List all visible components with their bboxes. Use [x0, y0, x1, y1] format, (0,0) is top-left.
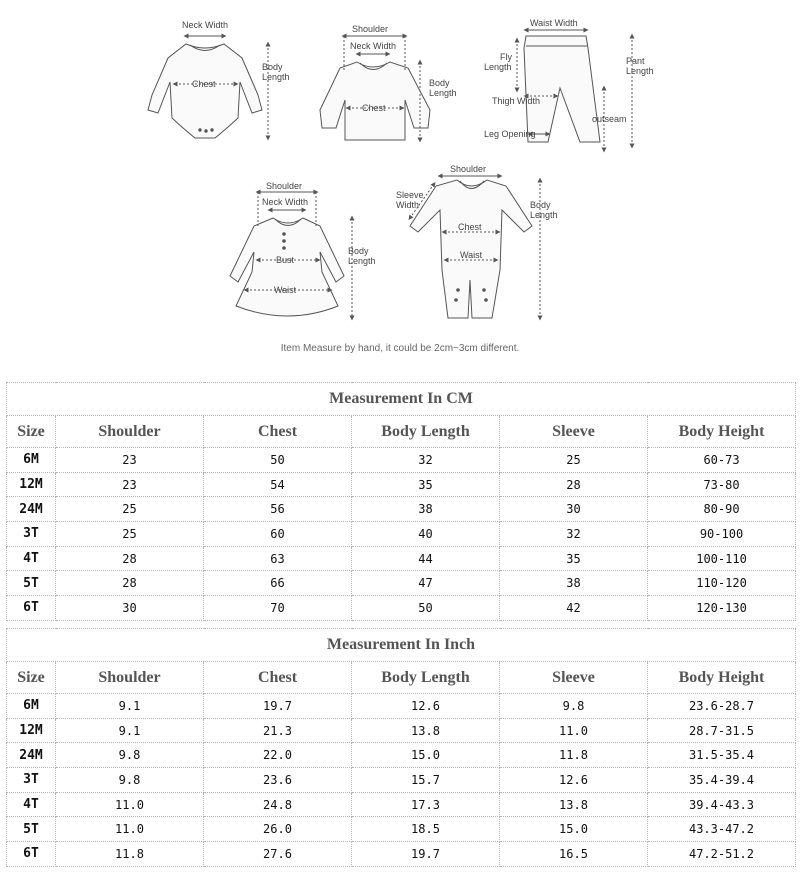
size-cell: 3T	[7, 768, 56, 793]
measure-note: Item Measure by hand, it could be 2cm~3cm different.	[280, 343, 520, 354]
dress-neck-label: Neck Width	[262, 197, 309, 207]
shoulder-cell: 28	[56, 546, 204, 571]
size-cell: 6M	[7, 448, 56, 473]
body-height-cell: 31.5-35.4	[648, 743, 796, 768]
shirt-length-label: Length	[429, 88, 457, 98]
header-body-length: Body Length	[352, 662, 500, 694]
size-cell: 12M	[7, 472, 56, 497]
measurement-diagram	[0, 0, 800, 370]
dress-waist-label: Waist	[274, 285, 297, 295]
header-body-length: Body Length	[352, 416, 500, 448]
shirt-shoulder-label: Shoulder	[352, 24, 389, 34]
table-row	[7, 472, 796, 497]
sleeve-cell: 12.6	[500, 768, 648, 793]
chest-cell: 66	[204, 571, 352, 596]
header-size: Size	[7, 662, 56, 694]
body-length-cell: 35	[352, 472, 500, 497]
header-sleeve: Sleeve	[500, 416, 648, 448]
table-row	[7, 522, 796, 547]
shoulder-cell: 9.1	[56, 718, 204, 743]
shoulder-cell: 9.8	[56, 743, 204, 768]
body-height-cell: 39.4-43.3	[648, 792, 796, 817]
chest-cell: 21.3	[204, 718, 352, 743]
pants-fly-label: Fly	[500, 52, 512, 62]
sleeve-cell: 16.5	[500, 842, 648, 867]
sleeve-cell: 38	[500, 571, 648, 596]
pants-waist-label: Waist Width	[530, 18, 578, 28]
sleeve-cell: 13.8	[500, 792, 648, 817]
chest-cell: 23.6	[204, 768, 352, 793]
header-sleeve: Sleeve	[500, 662, 648, 694]
romper-length-label: Length	[530, 210, 558, 220]
dress-body-label: Body	[348, 246, 369, 256]
romper-shoulder-label: Shoulder	[450, 164, 487, 174]
size-cell: 5T	[7, 817, 56, 842]
chest-cell: 50	[204, 448, 352, 473]
body-length-cell: 12.6	[352, 694, 500, 719]
romper-sketch	[410, 176, 540, 318]
romper-sleeve-label: Sleeve	[396, 190, 424, 200]
body-length-cell: 38	[352, 497, 500, 522]
body-length-cell: 40	[352, 522, 500, 547]
table-row	[7, 596, 796, 621]
table-row	[7, 448, 796, 473]
shoulder-cell: 11.0	[56, 817, 204, 842]
body-height-cell: 23.6-28.7	[648, 694, 796, 719]
body-length-cell: 18.5	[352, 817, 500, 842]
table-row	[7, 842, 796, 867]
chest-cell: 19.7	[204, 694, 352, 719]
header-size: Size	[7, 416, 56, 448]
body-height-cell: 60-73	[648, 448, 796, 473]
size-cell: 24M	[7, 743, 56, 768]
table-row	[7, 768, 796, 793]
body-length-cell: 15.0	[352, 743, 500, 768]
shoulder-cell: 11.0	[56, 792, 204, 817]
body-length-cell: 19.7	[352, 842, 500, 867]
chest-cell: 26.0	[204, 817, 352, 842]
body-height-cell: 80-90	[648, 497, 796, 522]
body-length-cell: 44	[352, 546, 500, 571]
shirt-chest-label: Chest	[362, 103, 386, 113]
sleeve-cell: 9.8	[500, 694, 648, 719]
dress-length-label: Length	[348, 256, 376, 266]
chest-cell: 63	[204, 546, 352, 571]
dress-bust-label: Bust	[276, 255, 295, 265]
body-height-cell: 90-100	[648, 522, 796, 547]
shoulder-cell: 25	[56, 522, 204, 547]
body-length-cell: 15.7	[352, 768, 500, 793]
size-cell: 12M	[7, 718, 56, 743]
chest-cell: 56	[204, 497, 352, 522]
shirt-neck-label: Neck Width	[350, 41, 397, 51]
sleeve-cell: 11.0	[500, 718, 648, 743]
body-length-cell: 47	[352, 571, 500, 596]
body-length-cell: 17.3	[352, 792, 500, 817]
chest-cell: 27.6	[204, 842, 352, 867]
table-title: Measurement In CM	[7, 383, 796, 416]
sleeve-cell: 25	[500, 448, 648, 473]
body-height-cell: 35.4-39.4	[648, 768, 796, 793]
size-cell: 4T	[7, 792, 56, 817]
sleeve-cell: 35	[500, 546, 648, 571]
header-chest: Chest	[204, 662, 352, 694]
bodysuit-body-label: Body	[262, 62, 283, 72]
cm-size-table	[6, 382, 796, 621]
shoulder-cell: 30	[56, 596, 204, 621]
bodysuit-length-label: Length	[262, 72, 290, 82]
pants-thigh-label: Thigh Width	[492, 96, 541, 106]
chest-cell: 22.0	[204, 743, 352, 768]
body-height-cell: 43.3-47.2	[648, 817, 796, 842]
table-row	[7, 743, 796, 768]
sleeve-cell: 30	[500, 497, 648, 522]
body-length-cell: 32	[352, 448, 500, 473]
size-cell: 6T	[7, 596, 56, 621]
bodysuit-neck-label: Neck Width	[182, 20, 229, 30]
size-cell: 6M	[7, 694, 56, 719]
shoulder-cell: 9.8	[56, 768, 204, 793]
header-shoulder: Shoulder	[56, 416, 204, 448]
size-cell: 4T	[7, 546, 56, 571]
sleeve-cell: 32	[500, 522, 648, 547]
shirt-body-label: Body	[429, 78, 450, 88]
sleeve-cell: 11.8	[500, 743, 648, 768]
sleeve-cell: 15.0	[500, 817, 648, 842]
header-body-height: Body Height	[648, 662, 796, 694]
size-cell: 5T	[7, 571, 56, 596]
pants-outseam-label: outseam	[592, 114, 627, 124]
table-row	[7, 792, 796, 817]
body-height-cell: 28.7-31.5	[648, 718, 796, 743]
header-body-height: Body Height	[648, 416, 796, 448]
table-row	[7, 571, 796, 596]
bodysuit-chest-label: Chest	[192, 79, 216, 89]
inch-size-table	[6, 628, 796, 867]
body-height-cell: 100-110	[648, 546, 796, 571]
shoulder-cell: 9.1	[56, 694, 204, 719]
romper-waist-label: Waist	[460, 250, 483, 260]
body-height-cell: 73-80	[648, 472, 796, 497]
body-length-cell: 50	[352, 596, 500, 621]
garment-sketches	[0, 0, 800, 370]
size-cell: 6T	[7, 842, 56, 867]
table-title: Measurement In Inch	[7, 629, 796, 662]
pants-fly-length-label: Length	[484, 62, 512, 72]
table-row	[7, 718, 796, 743]
shoulder-cell: 23	[56, 472, 204, 497]
body-length-cell: 13.8	[352, 718, 500, 743]
shoulder-cell: 25	[56, 497, 204, 522]
romper-chest-label: Chest	[458, 222, 482, 232]
body-height-cell: 120-130	[648, 596, 796, 621]
pants-pant-label: Pant	[626, 56, 645, 66]
chest-cell: 70	[204, 596, 352, 621]
header-shoulder: Shoulder	[56, 662, 204, 694]
body-height-cell: 110-120	[648, 571, 796, 596]
sleeve-cell: 42	[500, 596, 648, 621]
shoulder-cell: 23	[56, 448, 204, 473]
size-cell: 24M	[7, 497, 56, 522]
dress-shoulder-label: Shoulder	[266, 181, 303, 191]
chest-cell: 24.8	[204, 792, 352, 817]
shoulder-cell: 28	[56, 571, 204, 596]
body-height-cell: 47.2-51.2	[648, 842, 796, 867]
shoulder-cell: 11.8	[56, 842, 204, 867]
shirt-sketch	[320, 36, 430, 140]
chest-cell: 54	[204, 472, 352, 497]
romper-sleeve-width-label: Width	[396, 200, 420, 210]
sleeve-cell: 28	[500, 472, 648, 497]
size-cell: 3T	[7, 522, 56, 547]
romper-body-label: Body	[530, 200, 551, 210]
pants-pant-length-label: Length	[626, 66, 654, 76]
pants-leg-label: Leg Opening	[484, 129, 536, 139]
table-row	[7, 497, 796, 522]
chest-cell: 60	[204, 522, 352, 547]
table-row	[7, 817, 796, 842]
table-row	[7, 694, 796, 719]
header-chest: Chest	[204, 416, 352, 448]
table-row	[7, 546, 796, 571]
